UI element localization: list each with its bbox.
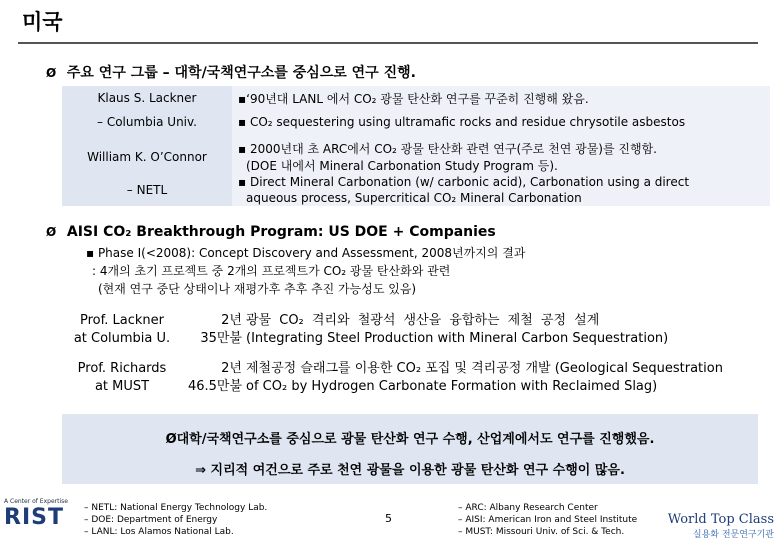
project-description: 제철공정 슬래그를 이용한 CO₂ 포집 및 격리공정 개발 (Geological Sequestration of CO₂ by Hydrogen Carbonate Formation with Reclaimed Slag) [246, 361, 723, 394]
research-desc: ▪‘90년대 LANL 에서 CO₂ 광물 탄산화 연구를 꾸준히 진행해 왔음. [232, 86, 770, 110]
section1-heading-text: 주요 연구 그룹 – 대학/국책연구소를 중심으로 연구 진행. [66, 65, 416, 81]
summary-banner [62, 414, 758, 484]
research-desc: aqueous process, Supercritical CO₂ Mineral Carbonation [232, 190, 770, 206]
table-row [62, 174, 770, 190]
researcher-name: Klaus S. Lackner [62, 86, 232, 110]
table-row [62, 86, 770, 110]
footer-notes-left: – NETL: National Energy Technology Lab. – DOE: Department of Energy – LANL: Los Alamos National Lab. [84, 503, 268, 537]
footer [0, 490, 780, 540]
summary-line: Ø대학/국책연구소를 중심으로 광물 탄산화 연구 수행, 산업계에서도 연구를 진행했음. [165, 432, 655, 447]
title-divider [18, 42, 758, 44]
phase-line: : 4개의 초기 프로젝트 중 2개의 프로젝트가 CO₂ 광물 탄산화와 관련 [92, 264, 451, 278]
world-top-class-logo: World Top Class 실용화 전문연구기관 [667, 512, 774, 540]
project-researcher: Prof. Lackner at Columbia U. [73, 313, 171, 346]
project-term: 2년 35만불 [200, 313, 242, 346]
page-title: 미국 [22, 10, 63, 34]
page-number: 5 [385, 512, 392, 525]
researcher-affiliation: – Columbia Univ. [62, 110, 232, 134]
section2-heading [46, 224, 496, 240]
project-term: 2년 46.5만불 [187, 361, 242, 394]
summary-line: ⇒ 지리적 여건으로 주로 천연 광물을 이용한 광물 탄산화 연구 수행이 많음. [195, 463, 625, 478]
arrow-bullet-icon: Ø [46, 225, 57, 239]
phase-description [86, 244, 525, 298]
table-row [62, 110, 770, 134]
section1-heading [46, 62, 416, 82]
table-row [62, 140, 770, 157]
research-desc: ▪ 2000년대 초 ARC에서 CO₂ 광물 탄산화 관련 연구(주로 천연 광물)를 진행함. [232, 140, 770, 157]
project-description: 광물 CO₂ 격리와 철광석 생산을 융합하는 제철 공정 설계 (Integrating Steel Production with Mineral Carbon Sequestration) [246, 313, 669, 346]
arrow-bullet-icon: Ø [46, 66, 57, 80]
researcher-name: William K. O’Connor [62, 140, 232, 174]
section2-heading-text: AISI CO₂ Breakthrough Program: US DOE + Companies [66, 224, 496, 240]
project-researcher: Prof. Richards at MUST [77, 361, 167, 394]
research-desc: ▪ Direct Mineral Carbonation (w/ carbonic acid), Carbonation using a direct [232, 174, 770, 190]
footer-notes-right: – ARC: Albany Research Center – AISI: American Iron and Steel Institute – MUST: Missouri Univ. of Sci. & Tech. [458, 503, 638, 537]
rist-logo: A Center of Expertise RIST [4, 498, 68, 530]
phase-line: (현재 연구 중단 상태이나 재평가후 추후 추진 가능성도 있음) [98, 282, 417, 296]
research-desc: (DOE 내에서 Mineral Carbonation Study Program 등). [232, 157, 770, 174]
researcher-affiliation: – NETL [62, 174, 232, 206]
research-desc: ▪ CO₂ sequestering using ultramafic rocks and residue chrysotile asbestos [232, 110, 770, 134]
phase-line: ▪ Phase I(<2008): Concept Discovery and Assessment, 2008년까지의 결과 [86, 246, 526, 260]
research-groups-table [62, 86, 770, 206]
